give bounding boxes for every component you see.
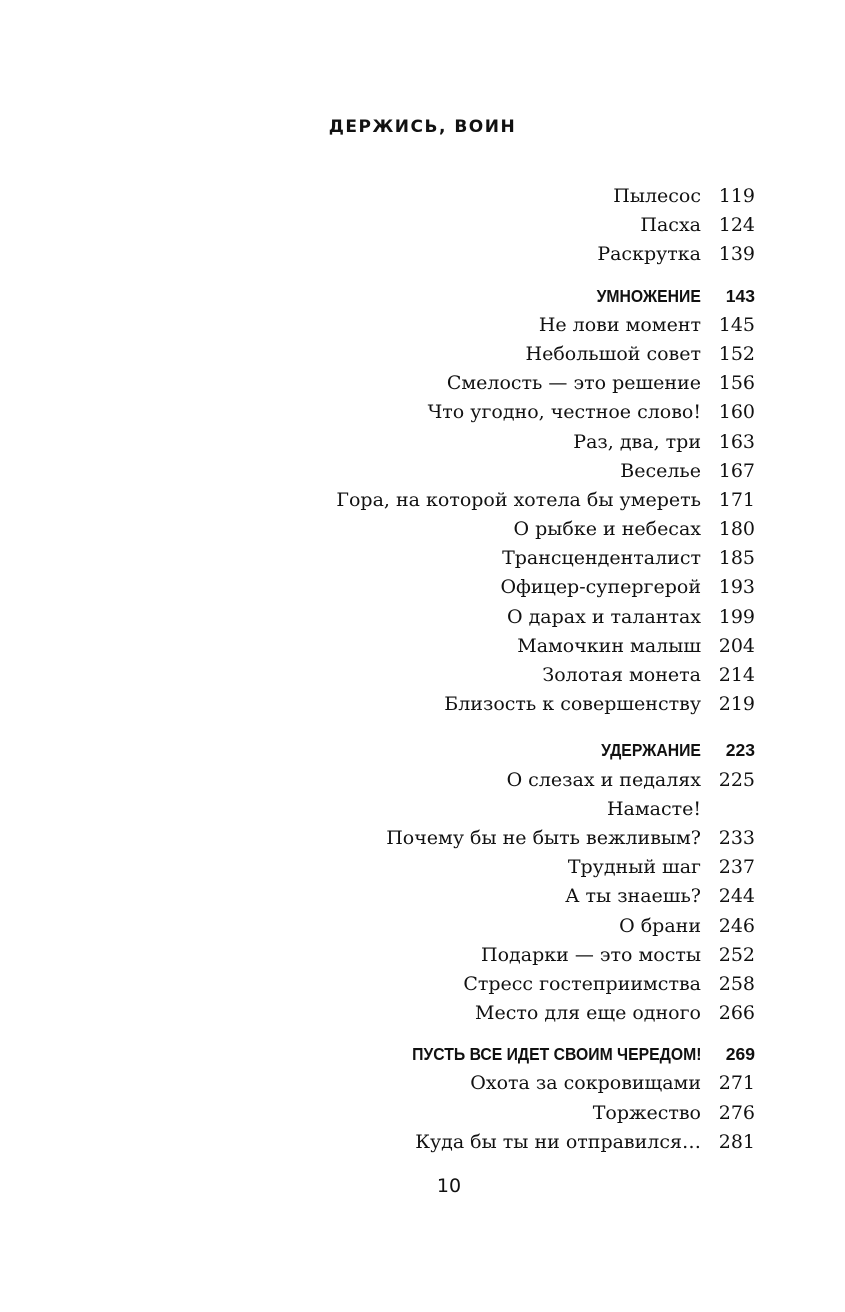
toc-entry-page: 171 xyxy=(718,488,755,511)
toc-entry-page: 199 xyxy=(718,605,755,628)
toc-entry-title: Мамочкин малыш xyxy=(517,634,701,657)
running-head: ДЕРЖИСЬ, ВОИН xyxy=(328,117,517,137)
toc-entry-title: Офицер-супергерой xyxy=(500,576,701,599)
toc-entry-title: Куда бы ты ни отправился… xyxy=(415,1130,701,1153)
toc-entry-title: О рыбке и небесах xyxy=(513,518,701,541)
toc-entry-title: Не лови момент xyxy=(538,313,701,336)
toc-entry-title: Намасте! xyxy=(606,797,701,820)
toc-entry-title: Подарки — это мосты xyxy=(481,943,701,966)
toc-entry xyxy=(0,882,845,911)
toc-section-page: 223 xyxy=(725,740,755,761)
toc-entry-page: 180 xyxy=(718,518,755,541)
toc-entry xyxy=(0,632,845,661)
toc-entry-title: Почему бы не быть вежливым? xyxy=(386,826,701,849)
toc-entry-title: О слезах и педалях xyxy=(506,768,701,791)
toc-entry-title: Гора, на которой хотела бы умереть xyxy=(336,488,701,511)
toc-entry xyxy=(0,369,845,398)
toc-entry xyxy=(0,603,845,632)
toc-entry-title: Трудный шаг xyxy=(567,856,701,879)
toc-entry-title: А ты знаешь? xyxy=(565,885,701,908)
toc-entry-title: Смелость — это решение xyxy=(446,372,701,395)
toc-entry-page: 156 xyxy=(718,372,755,395)
toc-entry xyxy=(0,486,845,515)
toc-entry-title: Небольшой совет xyxy=(525,342,701,365)
toc-entry-page: 124 xyxy=(718,214,755,237)
toc-entry-title: Трансценденталист xyxy=(502,547,701,570)
toc-entry-page: 258 xyxy=(718,972,755,995)
toc-section-title: ПУСТЬ ВСЕ ИДЕТ СВОИМ ЧЕРЕДОМ! xyxy=(411,1044,701,1065)
toc-section xyxy=(0,1040,845,1069)
toc-entry-title: Золотая монета xyxy=(542,664,701,686)
toc-section-page: 269 xyxy=(725,1044,755,1065)
toc-entry xyxy=(0,398,845,427)
toc-entry-title: О брани xyxy=(619,914,701,937)
page-number: 10 xyxy=(436,1175,462,1197)
toc-entry-page: 219 xyxy=(718,693,755,716)
toc-entry xyxy=(0,941,845,970)
toc-entry-page: 246 xyxy=(718,914,755,937)
toc-entry xyxy=(0,999,845,1028)
toc-section xyxy=(0,282,845,311)
toc-entry xyxy=(0,311,845,340)
toc-entry-page: 145 xyxy=(718,313,755,336)
toc-entry-title: Пасха xyxy=(640,214,701,237)
toc-entry-page: 152 xyxy=(718,342,755,365)
toc-entry xyxy=(0,340,845,369)
toc-entry-page: 119 xyxy=(718,185,755,207)
toc-entry-title: О дарах и талантах xyxy=(506,605,701,628)
toc-entry xyxy=(0,661,845,690)
toc-entry-title: Веселье xyxy=(620,459,701,482)
toc-entry-page: 160 xyxy=(718,401,755,424)
toc-entry-title: Охота за сокровищами xyxy=(470,1072,701,1095)
toc-entry-page: 252 xyxy=(718,943,755,966)
toc-entry-page: 266 xyxy=(718,1002,755,1025)
toc-entry-title: Торжество xyxy=(592,1101,701,1124)
toc-entry-page: 237 xyxy=(718,856,755,879)
toc-entry xyxy=(0,912,845,941)
toc-entry xyxy=(0,240,845,269)
toc-entry-title: Место для еще одного xyxy=(475,1002,701,1025)
toc-entry-page: 185 xyxy=(718,547,755,570)
toc-entry xyxy=(0,766,845,795)
toc-entry-page: 139 xyxy=(718,243,755,266)
toc-entry xyxy=(0,1099,845,1128)
toc-entry xyxy=(0,853,845,882)
toc-entry-title: Раскрутка xyxy=(597,243,701,266)
toc-entry-page: 281 xyxy=(718,1130,755,1153)
toc-entry-title: Пылесос xyxy=(613,185,701,207)
toc-entry-page: 276 xyxy=(718,1101,755,1124)
toc-section-title: УДЕРЖАНИЕ xyxy=(601,740,701,761)
toc-entry xyxy=(0,970,845,999)
toc-entry-title: Раз, два, три xyxy=(573,430,701,453)
table-of-contents xyxy=(0,182,845,1157)
toc-entry-page: 167 xyxy=(718,459,755,482)
toc-entry-page: 233 xyxy=(718,826,755,849)
toc-entry xyxy=(0,795,845,824)
toc-entry xyxy=(0,1069,845,1098)
toc-entry-page: 204 xyxy=(718,634,755,657)
toc-entry-title: Близость к совершенству xyxy=(444,693,701,716)
toc-entry xyxy=(0,690,845,719)
toc-entry-page: 193 xyxy=(718,576,755,599)
toc-entry xyxy=(0,515,845,544)
toc-entry xyxy=(0,182,845,211)
toc-entry xyxy=(0,824,845,853)
toc-entry xyxy=(0,544,845,573)
toc-entry-page: 244 xyxy=(718,885,755,908)
toc-entry-page: 214 xyxy=(718,664,755,686)
toc-section xyxy=(0,736,845,765)
toc-entry-page: 163 xyxy=(718,430,755,453)
toc-entry-page: 271 xyxy=(718,1072,755,1095)
toc-entry-title: Стресс гостеприимства xyxy=(463,972,701,995)
toc-entry xyxy=(0,573,845,602)
toc-entry xyxy=(0,428,845,457)
toc-entry-title: Что угодно, честное слово! xyxy=(427,401,701,424)
toc-section-title: УМНОЖЕНИЕ xyxy=(596,285,701,306)
toc-entry xyxy=(0,457,845,486)
toc-entry xyxy=(0,211,845,240)
toc-section-page: 143 xyxy=(725,285,755,306)
toc-entry-page: 225 xyxy=(718,768,755,791)
toc-entry xyxy=(0,1128,845,1157)
